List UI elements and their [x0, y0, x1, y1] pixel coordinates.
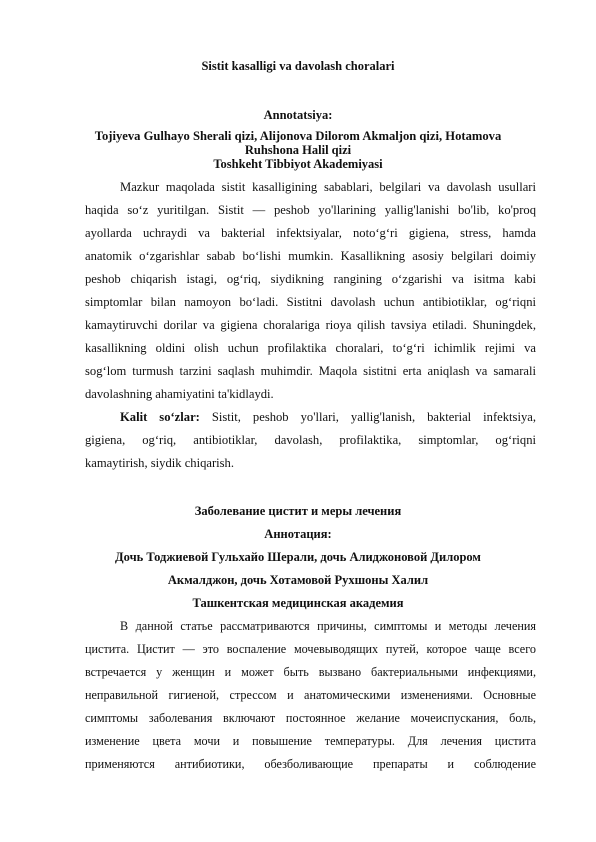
uz-abstract-line: simptomlar bilan namoyon bo‘ladi. Sistitni davolash uchun antibiotiklar, og‘riqni [85, 295, 536, 309]
ru-abstract [85, 615, 536, 776]
uz-abstract-line: Mazkur maqolada sistit kasalligining sabablari, belgilari va davolash usullari [120, 180, 536, 194]
uz-annotation-heading: Annotatsiya: [263, 108, 333, 122]
ru-abstract-line: симптомы заболевания включают постоянное желание мочеиспускания, боль, [85, 711, 536, 725]
ru-annotation-heading: Аннотация: [264, 527, 332, 541]
uz-abstract-line: davolashning ahamiyatini ta'kidlaydi. [85, 387, 274, 401]
ru-authors-line-2: Акмалджон, дочь Хотамовой Рухшоны Халил [167, 573, 429, 587]
ru-abstract-line: изменение цвета мочи и повышение температуры. Для лечения цистита [85, 734, 536, 748]
uz-abstract [85, 176, 536, 406]
uz-authors-line-2: Ruhshona Halil qizi [244, 143, 352, 157]
ru-abstract-line: неправильной гигиеной, стрессом и анатомическими изменениями. Основные [85, 688, 536, 702]
uz-abstract-line: ayollarda uchraydi va bakterial infektsiyalar, noto‘g‘ri gigiena, stress, hamda [85, 226, 536, 240]
uz-keywords-text: Sistit, peshob yo'llari, yallig'lanish, bakterial infektsiya, [199, 410, 536, 424]
ru-institution: Ташкентская медицинская академия [192, 596, 404, 610]
uz-abstract-line: sog‘lom turmush tarzini saqlash muhimdir. Maqola sistitni erta aniqlash va samarali [85, 364, 536, 378]
uz-keywords-line: kamaytirish, siydik chiqarish. [85, 456, 235, 470]
uz-keywords [85, 406, 536, 475]
uz-abstract-line: kasallikning oldini olish uchun profilaktika choralari, to‘g‘ri ichimlik rejimi va [85, 341, 536, 355]
uz-authors-line-1: Tojiyeva Gulhayo Sherali qizi, Alijonova Dilorom Akmaljon qizi, Hotamova [94, 129, 502, 143]
uz-institution: Toshkeht Tibbiyot Akademiyasi [213, 157, 383, 171]
uz-keywords-line: gigiena, og‘riq, antibiotiklar, davolash, profilaktika, simptomlar, og‘riqni [85, 433, 536, 447]
ru-abstract-line: цистита. Цистит — это воспаление мочевыводящих путей, которое чаще всего [85, 642, 536, 656]
ru-abstract-line: встречается у женщин и может быть вызвано бактериальными инфекциями, [85, 665, 536, 679]
ru-abstract-line: применяются антибиотики, обезболивающие препараты и соблюдение [85, 757, 536, 771]
ru-authors-line-1: Дочь Тоджиевой Гульхайо Шерали, дочь Алиджоновой Дилором [115, 550, 481, 564]
ru-abstract-line: В данной статье рассматриваются причины, симптомы и методы лечения [120, 619, 536, 633]
article-title: Sistit kasalligi va davolash choralari [201, 59, 395, 73]
ru-title: Заболевание цистит и меры лечения [194, 504, 402, 518]
uz-abstract-line: anatomik o‘zgarishlar sabab bo‘lishi mumkin. Kasallikning asosiy belgilari doimiy [85, 249, 536, 263]
uz-abstract-line: haqida so‘z yuritilgan. Sistit — peshob yo'llarining yallig'lanishi bo'lib, ko'proq [85, 203, 536, 217]
uz-keywords-label: Kalit so‘zlar: [120, 410, 200, 424]
uz-abstract-line: peshob chiqarish istagi, og‘riq, siydikning rangining o‘zgarishi va isitma kabi [85, 272, 536, 286]
uz-keywords-line [85, 406, 536, 429]
uz-abstract-line: kamaytiruvchi dorilar va gigiena choralariga rioya qilish tavsiya etiladi. Shuningdek, [85, 318, 536, 332]
